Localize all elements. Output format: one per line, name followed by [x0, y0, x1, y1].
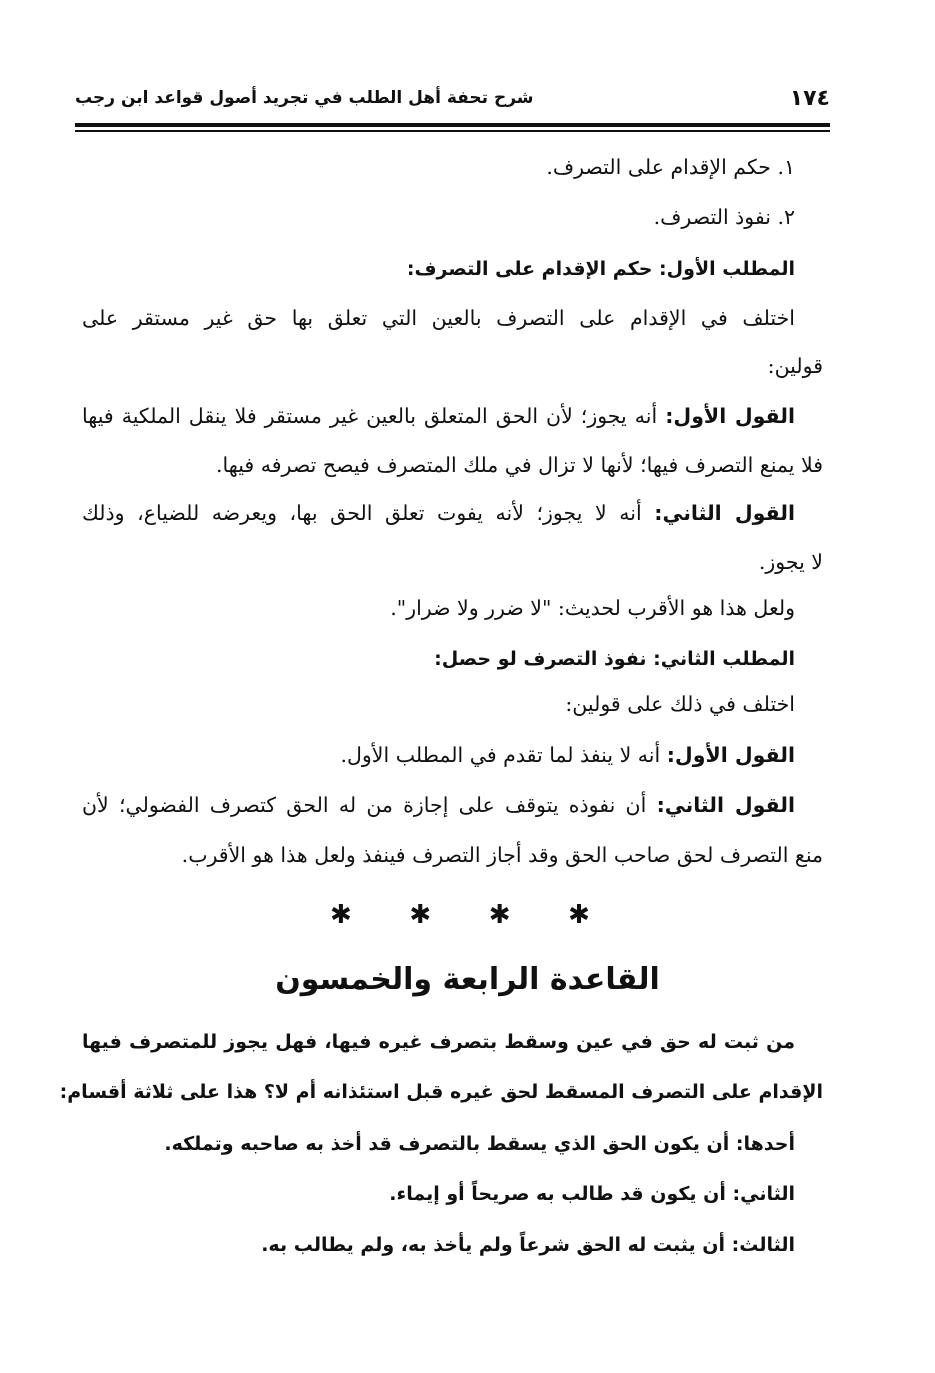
- rule-title: القاعدة الرابعة والخمسون: [275, 962, 660, 997]
- opinion-label: القول الأول:: [666, 743, 795, 767]
- rule-statement-line: من ثبت له حق في عين وسقط بتصرف غيره فيها، فهل يجوز للمتصرف فيها: [82, 1031, 795, 1053]
- opinion-line: [82, 406, 795, 427]
- paragraph-line: اختلف في ذلك على قولين:: [565, 692, 795, 716]
- header-rule-thick: [75, 123, 830, 127]
- running-title: شرح تحفة أهل الطلب في تجريد أصول قواعد ابن رجب: [75, 88, 534, 108]
- separator-asterisk: ✱: [409, 900, 432, 930]
- page-number: ١٧٤: [789, 85, 830, 111]
- paragraph-line: فلا يمنع التصرف فيها؛ لأنها لا تزال في ملك المتصرف فيصح تصرفه فيها.: [216, 453, 823, 477]
- separator-asterisk: ✱: [488, 900, 511, 930]
- rule-statement-line: الإقدام على التصرف المسقط لحق غيره قبل استئذانه أم لا؟ هذا على ثلاثة أقسام:: [59, 1081, 823, 1103]
- opinion-text: أن نفوذه يتوقف على إجازة من له الحق كتصرف الفضولي؛ لأن: [82, 793, 647, 817]
- opinion-text: أنه يجوز؛ لأن الحق المتعلق بالعين غير مستقر فلا ينقل الملكية فيها: [82, 404, 658, 428]
- rule-case-line: الثالث: أن يثبت له الحق شرعاً ولم يأخذ به، ولم يطالب به.: [261, 1234, 795, 1256]
- list-item: ٢. نفوذ التصرف.: [653, 205, 795, 229]
- separator-asterisk: ✱: [568, 900, 590, 930]
- opinion-line: [82, 745, 795, 766]
- opinion-label: القول الثاني:: [654, 501, 795, 525]
- opinion-label: القول الثاني:: [656, 793, 795, 817]
- opinion-label: القول الأول:: [665, 404, 795, 428]
- separator-asterisk: ✱: [330, 900, 352, 930]
- paragraph-line: قولين:: [767, 354, 823, 378]
- header-rule-thin: [75, 130, 830, 132]
- rule-case-line: أحدها: أن يكون الحق الذي يسقط بالتصرف قد أخذ به صاحبه وتملكه.: [164, 1133, 795, 1155]
- list-item: ١. حكم الإقدام على التصرف.: [546, 155, 795, 179]
- section-separator: [330, 902, 590, 928]
- running-head: [75, 78, 830, 118]
- opinion-text: أنه لا ينفذ لما تقدم في المطلب الأول.: [340, 743, 661, 767]
- opinion-text: أنه لا يجوز؛ لأنه يفوت تعلق الحق بها، ويعرضه للضياع، وذلك: [82, 501, 642, 525]
- opinion-line: [82, 503, 795, 524]
- section-heading: المطلب الأول: حكم الإقدام على التصرف:: [406, 258, 795, 280]
- paragraph-line: اختلف في الإقدام على التصرف بالعين التي تعلق بها حق غير مستقر على: [82, 306, 795, 330]
- opinion-line: [82, 795, 795, 816]
- paragraph-line: لا يجوز.: [758, 550, 823, 574]
- section-heading: المطلب الثاني: نفوذ التصرف لو حصل:: [434, 648, 795, 670]
- rule-case-line: الثاني: أن يكون قد طالب به صريحاً أو إيماء.: [389, 1183, 795, 1205]
- paragraph-line: ولعل هذا هو الأقرب لحديث: "لا ضرر ولا ضرار".: [390, 596, 795, 620]
- paragraph-line: منع التصرف لحق صاحب الحق وقد أجاز التصرف فينفذ ولعل هذا هو الأقرب.: [181, 843, 823, 867]
